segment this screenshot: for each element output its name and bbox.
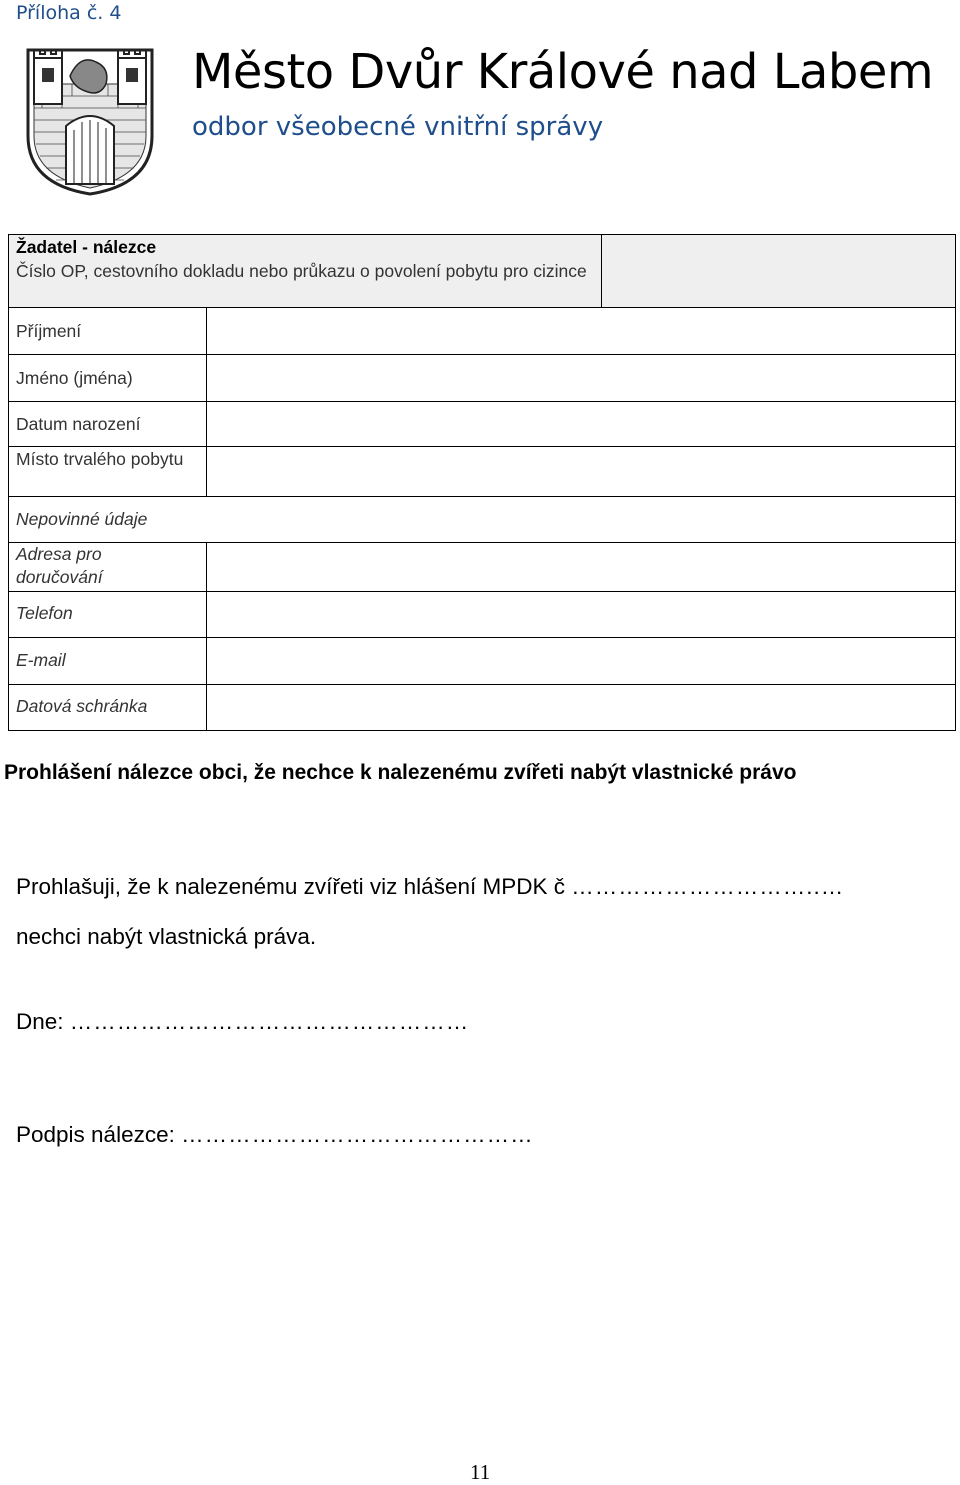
birth-date-value-cell[interactable] <box>206 401 956 447</box>
surname-label: Příjmení <box>16 321 82 341</box>
city-coat-of-arms-icon <box>22 44 158 196</box>
databox-value-cell[interactable] <box>206 684 956 731</box>
applicant-form-table <box>8 234 956 731</box>
email-label: E-mail <box>16 650 66 670</box>
surname-value-cell[interactable] <box>206 307 956 355</box>
signature-label: Podpis nálezce: <box>16 1122 175 1147</box>
optional-section-cell <box>8 496 956 543</box>
email-value-cell[interactable] <box>206 637 956 685</box>
given-names-label: Jméno (jména) <box>16 368 133 388</box>
delivery-address-value-cell[interactable] <box>206 542 956 592</box>
birth-date-label: Datum narození <box>16 414 141 434</box>
signature-line <box>16 1122 534 1148</box>
optional-section-label: Nepovinné údaje <box>16 509 148 529</box>
declaration-line-2: nechci nabýt vlastnická práva. <box>16 924 317 949</box>
databox-label: Datová schránka <box>16 696 148 716</box>
annex-label: Příloha č. 4 <box>16 2 122 24</box>
declaration-line-1 <box>16 874 844 900</box>
page-number: 11 <box>470 1460 491 1484</box>
phone-value-cell[interactable] <box>206 591 956 638</box>
date-line <box>16 1009 469 1035</box>
given-names-value-cell[interactable] <box>206 354 956 402</box>
residence-label: Místo trvalého pobytu <box>16 449 184 469</box>
id-document-label: Číslo OP, cestovního dokladu nebo průkazu o povolení pobytu pro cizince <box>16 261 587 281</box>
department-subtitle: odbor všeobecné vnitřní správy <box>192 112 604 142</box>
date-blank[interactable]: …………………………………………… <box>69 1009 470 1034</box>
section-title: Žadatel - nálezce <box>16 237 157 257</box>
declaration-text-1: Prohlašuji, že k nalezenému zvířeti viz hlášení MPDK č <box>16 874 565 899</box>
signature-blank[interactable]: ……………………………………… <box>181 1122 534 1147</box>
residence-value-cell[interactable] <box>206 446 956 497</box>
phone-label: Telefon <box>16 603 73 623</box>
delivery-address-label: Adresa pro doručování <box>16 544 103 587</box>
report-number-blank[interactable]: …………………………..… <box>571 874 845 899</box>
city-title: Město Dvůr Králové nad Labem <box>192 44 934 100</box>
date-label: Dne: <box>16 1009 64 1034</box>
declaration-title: Prohlášení nálezce obci, že nechce k nalezenému zvířeti nabýt vlastnické právo <box>4 761 797 784</box>
id-number-value-cell[interactable] <box>601 234 956 308</box>
